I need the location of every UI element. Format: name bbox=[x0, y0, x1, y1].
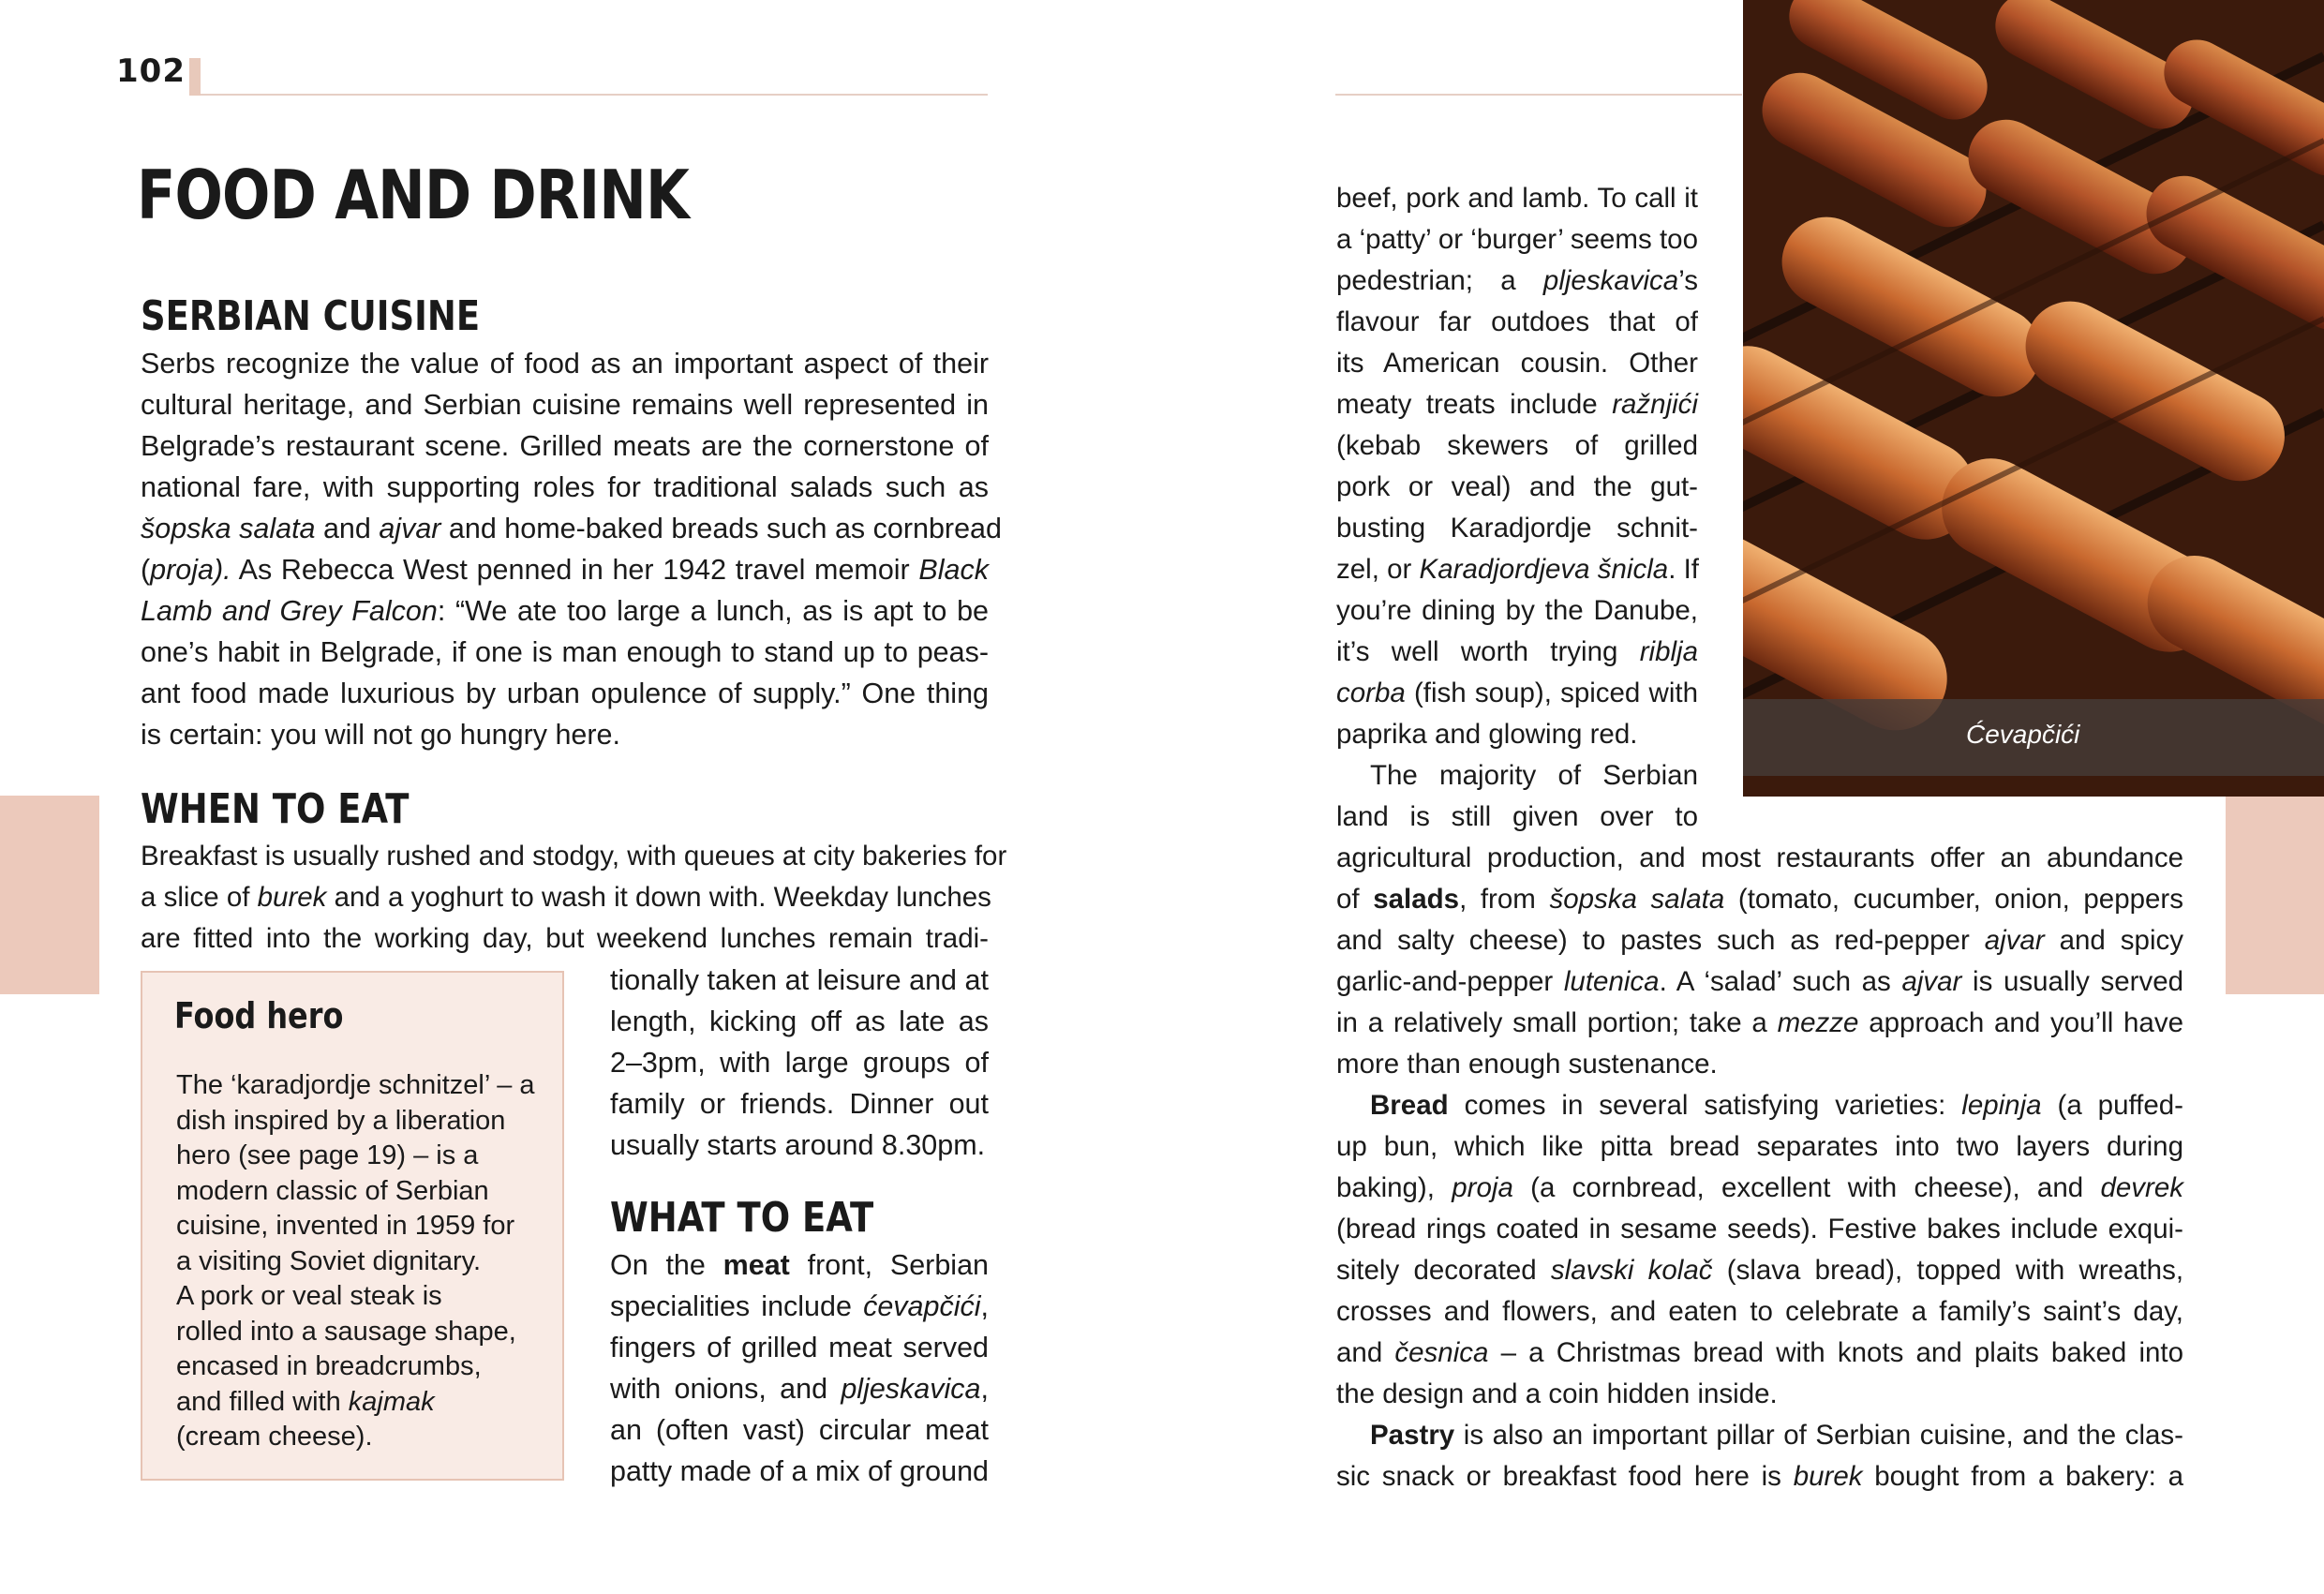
italic-term: šopska salata bbox=[1549, 884, 1725, 915]
text-line: you’re dining by the Danube, bbox=[1336, 595, 1698, 626]
text-run: and salty cheese) to pastes such as red-pepper bbox=[1336, 925, 1985, 956]
text-run: (a cornbread, excellent with cheese), and bbox=[1512, 1172, 2101, 1203]
text-line bbox=[176, 1385, 551, 1421]
text-line: (cream cheese). bbox=[176, 1422, 373, 1452]
text-run: of bbox=[1336, 884, 1374, 915]
text-run: with onions, and bbox=[610, 1373, 842, 1405]
italic-term: devrek bbox=[2100, 1172, 2183, 1203]
text-run: garlic-and-pepper bbox=[1336, 966, 1564, 997]
text-run: , from bbox=[1459, 884, 1550, 915]
text-line bbox=[141, 549, 989, 590]
text-line bbox=[1336, 1168, 2183, 1209]
thumb-tab-right bbox=[2226, 796, 2324, 994]
text-run: , bbox=[980, 1290, 989, 1322]
italic-term: česnica bbox=[1394, 1337, 1489, 1368]
italic-term: ajvar bbox=[1984, 925, 2045, 956]
italic-term: lutenica bbox=[1563, 966, 1660, 997]
italic-term: pljeskavica bbox=[841, 1373, 981, 1405]
italic-term: pljeskavica bbox=[1542, 265, 1679, 296]
text-line: tionally taken at leisure and at bbox=[610, 964, 989, 996]
text-line: modern classic of Serbian bbox=[176, 1175, 489, 1206]
text-line bbox=[141, 508, 1002, 549]
text-run: a slice of bbox=[141, 882, 258, 913]
text-run: and bbox=[1336, 1337, 1395, 1368]
italic-term: proja bbox=[1452, 1172, 1513, 1203]
header-rule-left bbox=[201, 94, 988, 96]
text-line: dish inspired by a liberation bbox=[176, 1105, 506, 1136]
text-run: As Rebecca West penned in her 1942 travel memoir bbox=[231, 554, 919, 586]
text-line bbox=[141, 877, 989, 918]
text-line: cultural heritage, and Serbian cuisine remains well represented in bbox=[141, 389, 989, 421]
text-line: up bun, which like pitta bread separates into two layers during bbox=[1336, 1131, 2183, 1162]
text-run: in a relatively small portion; take a bbox=[1336, 1007, 1778, 1038]
text-run: On the bbox=[610, 1249, 723, 1281]
serbian-cuisine-text bbox=[141, 343, 1002, 755]
text-line bbox=[1336, 879, 2183, 920]
italic-term: ajvar bbox=[379, 513, 441, 544]
cevapcici-photo bbox=[1743, 0, 2324, 797]
text-run: ( bbox=[141, 554, 151, 586]
food-hero-title: Food hero bbox=[174, 995, 344, 1036]
text-line: are fitted into the working day, but weekend lunches remain tradi- bbox=[141, 923, 989, 954]
text-run: sitely decorated bbox=[1336, 1255, 1551, 1286]
italic-term: kajmak bbox=[348, 1386, 435, 1417]
text-line bbox=[1336, 384, 1698, 425]
text-line bbox=[141, 590, 989, 632]
text-line bbox=[1336, 920, 2183, 961]
heading-what-to-eat: WHAT TO EAT bbox=[610, 1194, 874, 1242]
text-line: one’s habit in Belgrade, if one is man enough to stand up to peas- bbox=[141, 636, 989, 668]
text-line: patty made of a mix of ground bbox=[610, 1455, 989, 1487]
text-line: national fare, with supporting roles for traditional salads such as bbox=[141, 471, 989, 503]
text-line: Breakfast is usually rushed and stodgy, with queues at city bakeries for bbox=[141, 841, 1007, 871]
text-line: 2–3pm, with large groups of bbox=[610, 1047, 989, 1079]
text-run: it’s well worth trying bbox=[1336, 636, 1640, 667]
text-line: length, kicking off as late as bbox=[610, 1006, 989, 1037]
text-run: (tomato, cucumber, onion, peppers bbox=[1724, 884, 2183, 915]
text-run: and spicy bbox=[2044, 925, 2183, 956]
text-line bbox=[1336, 261, 1698, 302]
text-line: The majority of Serbian bbox=[1370, 760, 1698, 791]
text-line: encased in breadcrumbs, bbox=[176, 1351, 482, 1381]
photo-caption: Ćevapčići bbox=[1966, 720, 2080, 749]
text-line: paprika and glowing red. bbox=[1336, 719, 1638, 750]
italic-term: Lamb and Grey Falcon bbox=[141, 595, 438, 627]
text-run: is usually served bbox=[1961, 966, 2184, 997]
grill-illustration bbox=[1743, 0, 2324, 797]
text-line: a visiting Soviet dignitary. bbox=[176, 1245, 482, 1276]
text-line bbox=[1336, 1003, 2183, 1044]
text-run: – a Christmas bread with knots and plaits baked into bbox=[1488, 1337, 2184, 1368]
text-line: beef, pork and lamb. To call it bbox=[1336, 183, 1698, 214]
when-to-eat-text bbox=[141, 836, 1007, 960]
text-line: agricultural production, and most restaurants offer an abundance bbox=[1336, 842, 2183, 873]
text-line: fingers of grilled meat served bbox=[610, 1332, 989, 1363]
text-line bbox=[1336, 673, 1698, 714]
heading-serbian-cuisine: SERBIAN CUISINE bbox=[141, 292, 481, 340]
header-rule-right bbox=[1335, 94, 1742, 96]
text-run: zel, or bbox=[1336, 554, 1420, 585]
text-line: ant food made luxurious by urban opulence of supply.” One thing bbox=[141, 678, 989, 709]
text-line: is certain: you will not go hungry here. bbox=[141, 719, 620, 751]
text-line: rolled into a sausage shape, bbox=[176, 1316, 516, 1347]
page-number: 102 bbox=[116, 52, 186, 90]
text-run: specialities include bbox=[610, 1290, 864, 1322]
text-line: family or friends. Dinner out bbox=[610, 1088, 989, 1120]
text-run: baking), bbox=[1336, 1172, 1452, 1203]
text-run: comes in several satisfying varieties: bbox=[1448, 1090, 1962, 1121]
text-line: more than enough sustenance. bbox=[1336, 1049, 1718, 1080]
text-line: an (often vast) circular meat bbox=[610, 1414, 989, 1446]
text-line bbox=[1336, 1085, 2183, 1126]
text-line: pork or veal) and the gut- bbox=[1336, 471, 1698, 502]
italic-term: slavski kolač bbox=[1550, 1255, 1713, 1286]
italic-term: ražnjići bbox=[1612, 389, 1698, 420]
text-line: A pork or veal steak is bbox=[176, 1281, 442, 1311]
bold-term: salads bbox=[1373, 884, 1460, 915]
bold-term: Pastry bbox=[1370, 1420, 1455, 1451]
italic-term: burek bbox=[1793, 1461, 1863, 1492]
italic-term: corba bbox=[1336, 678, 1406, 708]
text-line: the design and a coin hidden inside. bbox=[1336, 1378, 1778, 1409]
heading-when-to-eat: WHEN TO EAT bbox=[141, 785, 410, 833]
italic-term: proja). bbox=[150, 554, 231, 586]
italic-term: Karadjordjeva šnicla bbox=[1419, 554, 1669, 585]
text-line bbox=[1336, 632, 1698, 673]
text-line bbox=[610, 1286, 989, 1327]
text-run: . A ‘salad’ such as bbox=[1659, 966, 1902, 997]
text-run: sic snack or breakfast food here is bbox=[1336, 1461, 1794, 1492]
right-wide-text bbox=[1336, 838, 2183, 1497]
text-run: front, Serbian bbox=[789, 1249, 989, 1281]
text-line bbox=[1336, 549, 1698, 590]
text-line bbox=[610, 1244, 989, 1286]
page-number-marker bbox=[189, 58, 201, 96]
right-narrow-column bbox=[1336, 178, 1698, 838]
italic-term: šopska salata bbox=[141, 513, 316, 544]
text-run: pedestrian; a bbox=[1336, 265, 1543, 296]
italic-term: riblja bbox=[1639, 636, 1698, 667]
when-to-eat-column bbox=[610, 960, 989, 1166]
text-line: Belgrade’s restaurant scene. Grilled meats are the cornerstone of bbox=[141, 430, 989, 462]
text-run: meaty treats include bbox=[1336, 389, 1613, 420]
text-run: is also an important pillar of Serbian cuisine, and the clas- bbox=[1454, 1420, 2183, 1451]
text-run: , bbox=[980, 1373, 989, 1405]
text-line: (kebab skewers of grilled bbox=[1336, 430, 1698, 461]
text-line: a ‘patty’ or ‘burger’ seems too bbox=[1336, 224, 1698, 255]
italic-term: lepinja bbox=[1961, 1090, 2042, 1121]
italic-term: Black bbox=[918, 554, 989, 586]
text-line: (bread rings coated in sesame seeds). Festive bakes include exqui- bbox=[1336, 1214, 2183, 1244]
text-run: approach and you’ll have bbox=[1858, 1007, 2183, 1038]
thumb-tab-left bbox=[0, 796, 99, 994]
bold-term: Bread bbox=[1370, 1090, 1449, 1121]
text-line bbox=[1336, 961, 2183, 1003]
text-run: (a puffed- bbox=[2041, 1090, 2183, 1121]
bold-term: meat bbox=[723, 1249, 790, 1281]
text-run: and home-baked breads such as cornbread bbox=[440, 513, 1002, 544]
text-run: and a yoghurt to wash it down with. Weekday lunches bbox=[326, 882, 991, 913]
italic-term: mezze bbox=[1777, 1007, 1859, 1038]
text-line bbox=[1336, 1456, 2183, 1497]
text-line: flavour far outdoes that of bbox=[1336, 306, 1698, 337]
what-to-eat-column bbox=[610, 1244, 989, 1492]
food-hero-text bbox=[176, 1068, 551, 1455]
text-line: hero (see page 19) – is a bbox=[176, 1140, 479, 1170]
text-run: : “We ate too large a lunch, as is apt to be bbox=[437, 595, 989, 627]
text-line: crosses and flowers, and eaten to celebrate a family’s saint’s day, bbox=[1336, 1296, 2183, 1327]
text-line bbox=[610, 1368, 989, 1409]
italic-term: ajvar bbox=[1901, 966, 1962, 997]
text-run: (fish soup), spiced with bbox=[1405, 678, 1698, 708]
text-line: its American cousin. Other bbox=[1336, 348, 1698, 379]
text-run: and filled with bbox=[176, 1386, 349, 1417]
text-line bbox=[1336, 1333, 2183, 1374]
page-title: FOOD AND DRINK bbox=[137, 156, 690, 234]
text-line bbox=[1336, 1250, 2183, 1291]
italic-term: burek bbox=[257, 882, 327, 913]
text-line: Serbs recognize the value of food as an important aspect of their bbox=[141, 348, 989, 380]
text-run: ’s bbox=[1678, 265, 1698, 296]
text-line bbox=[1336, 1415, 2183, 1456]
text-run: . If bbox=[1668, 554, 1699, 585]
text-line: The ‘karadjordje schnitzel’ – a bbox=[176, 1070, 535, 1100]
italic-term: ćevapčići bbox=[863, 1290, 981, 1322]
text-run: and bbox=[315, 513, 380, 544]
food-hero-box bbox=[141, 971, 564, 1481]
text-run: (slava bread), topped with wreaths, bbox=[1712, 1255, 2184, 1286]
text-line: usually starts around 8.30pm. bbox=[610, 1129, 986, 1161]
text-line: land is still given over to bbox=[1336, 801, 1698, 832]
text-line: cuisine, invented in 1959 for bbox=[176, 1211, 515, 1241]
text-line: busting Karadjordje schnit- bbox=[1336, 513, 1698, 544]
text-run: bought from a bakery: a bbox=[1862, 1461, 2183, 1492]
